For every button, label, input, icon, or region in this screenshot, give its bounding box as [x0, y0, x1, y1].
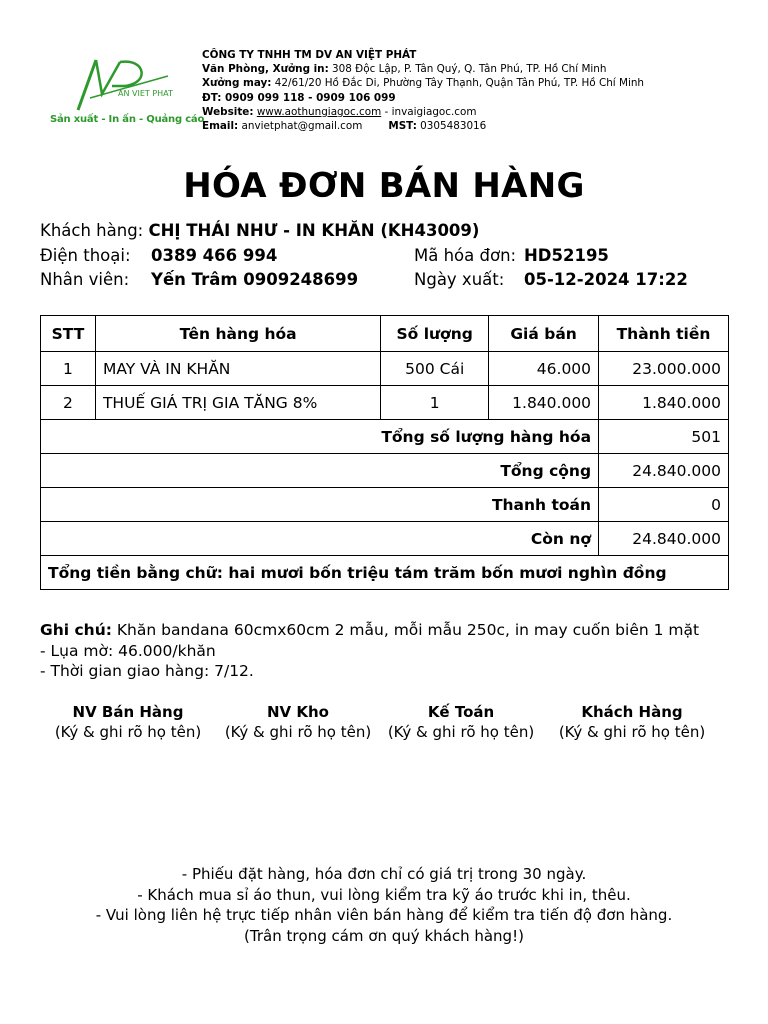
row-qty: 1 [381, 386, 489, 420]
header-stt: STT [41, 316, 96, 352]
phone-label: Điện thoại: [40, 246, 131, 265]
office-label: Văn Phòng, Xưởng in: [202, 63, 329, 76]
customer-value: CHỊ THÁI NHƯ - IN KHĂN (KH43009) [148, 221, 480, 240]
in-words-value: hai mươi bốn triệu tám trăm bốn mươi nghìn đồng [228, 563, 667, 582]
row-stt: 2 [41, 386, 96, 420]
row-total: 23.000.000 [599, 352, 729, 386]
customer-label: Khách hàng: [40, 221, 144, 240]
table-row [41, 352, 729, 386]
email-label: Email: [202, 120, 239, 133]
sewing-address: 42/61/20 Hồ Đắc Di, Phường Tây Thạnh, Quận Tân Phú, TP. Hồ Chí Minh [274, 77, 645, 90]
signature-hint: (Ký & ghi rõ họ tên) [558, 723, 706, 741]
summary-row-quantity [41, 420, 729, 454]
table-header-row [41, 316, 729, 352]
summary-value: 24.840.000 [599, 454, 729, 488]
invoice-value: HD52195 [524, 246, 609, 265]
summary-label: Thanh toán [41, 488, 599, 522]
signature-role: NV Kho [267, 703, 329, 721]
company-logo [50, 54, 205, 138]
date-value: 05-12-2024 17:22 [524, 270, 688, 289]
notes-text: Khăn bandana 60cmx60cm 2 mẫu, mỗi mẫu 250c, in may cuốn biên 1 mặt [116, 621, 700, 639]
signature-role: Khách Hàng [581, 703, 683, 721]
notes-line: - Lụa mờ: 46.000/khăn [40, 641, 216, 660]
company-phone: ĐT: 0909 099 118 - 0909 106 099 [202, 91, 396, 104]
staff-value: Yến Trâm 0909248699 [151, 270, 359, 289]
signature-block [43, 702, 213, 742]
summary-row-debt [41, 522, 729, 556]
staff-label: Nhân viên: [40, 270, 130, 289]
header-price: Giá bán [489, 316, 599, 352]
header-qty: Số lượng [381, 316, 489, 352]
footer-line: - Vui lòng liên hệ trực tiếp nhân viên bán hàng để kiểm tra tiến độ đơn hàng. [95, 906, 673, 924]
invoice-title: HÓA ĐƠN BÁN HÀNG [183, 166, 585, 206]
logo-mark-icon [50, 54, 190, 116]
invoice-label: Mã hóa đơn: [414, 246, 517, 265]
company-name: CÔNG TY TNHH TM DV AN VIỆT PHÁT [202, 49, 417, 61]
summary-label: Tổng cộng [41, 454, 599, 488]
company-info [202, 48, 644, 133]
row-qty: 500 Cái [381, 352, 489, 386]
table-row [41, 386, 729, 420]
signature-block [376, 702, 546, 742]
notes-label: Ghi chú: [40, 621, 112, 639]
date-label: Ngày xuất: [414, 270, 505, 289]
signature-role: NV Bán Hàng [72, 703, 184, 721]
row-price: 1.840.000 [489, 386, 599, 420]
row-name: MAY VÀ IN KHĂN [95, 352, 380, 386]
signature-hint: (Ký & ghi rõ họ tên) [54, 723, 202, 741]
items-table [40, 315, 729, 590]
summary-value: 24.840.000 [599, 522, 729, 556]
email-value: anvietphat@gmail.com [241, 120, 363, 133]
tax-value: 0305483016 [420, 120, 487, 133]
row-stt: 1 [41, 352, 96, 386]
row-price: 46.000 [489, 352, 599, 386]
notes-line: - Thời gian giao hàng: 7/12. [40, 662, 254, 680]
phone-value: 0389 466 994 [151, 246, 278, 265]
footer-line: - Khách mua sỉ áo thun, vui lòng kiểm tra kỹ áo trước khi in, thêu. [137, 885, 631, 904]
signature-block [547, 702, 717, 742]
summary-label: Còn nợ [41, 522, 599, 556]
footer-line: - Phiếu đặt hàng, hóa đơn chỉ có giá trị trong 30 ngày. [181, 865, 587, 883]
website-link[interactable]: www.aothungiagoc.com [256, 105, 382, 118]
summary-row-total [41, 454, 729, 488]
in-words-label: Tổng tiền bằng chữ: [48, 563, 223, 582]
signature-role: Kế Toán [427, 703, 495, 721]
notes [40, 620, 730, 682]
tax-label: MST: [388, 120, 417, 133]
website-label: Website: [202, 105, 254, 118]
amount-in-words-row [41, 556, 729, 590]
row-total: 1.840.000 [599, 386, 729, 420]
header-total: Thành tiền [599, 316, 729, 352]
signature-block [213, 702, 383, 742]
logo-brand-text: AN VIET PHAT [118, 89, 173, 98]
logo-slogan: Sản xuất - In ấn - Quảng cáo [50, 114, 205, 125]
office-address: 308 Độc Lập, P. Tân Quý, Q. Tân Phú, TP. Hồ Chí Minh [332, 63, 607, 76]
header-name: Tên hàng hóa [95, 316, 380, 352]
sewing-label: Xưởng may: [202, 77, 272, 90]
summary-label: Tổng số lượng hàng hóa [41, 420, 599, 454]
website-alt: - invaigiagoc.com [384, 105, 477, 118]
footer-line: (Trân trọng cám ơn quý khách hàng!) [244, 926, 524, 945]
customer-row [40, 221, 479, 240]
summary-row-paid [41, 488, 729, 522]
signature-hint: (Ký & ghi rõ họ tên) [224, 723, 372, 741]
signature-hint: (Ký & ghi rõ họ tên) [387, 723, 535, 741]
footer-notes [0, 864, 768, 946]
summary-value: 501 [599, 420, 729, 454]
summary-value: 0 [599, 488, 729, 522]
row-name: THUẾ GIÁ TRỊ GIA TĂNG 8% [95, 386, 380, 420]
